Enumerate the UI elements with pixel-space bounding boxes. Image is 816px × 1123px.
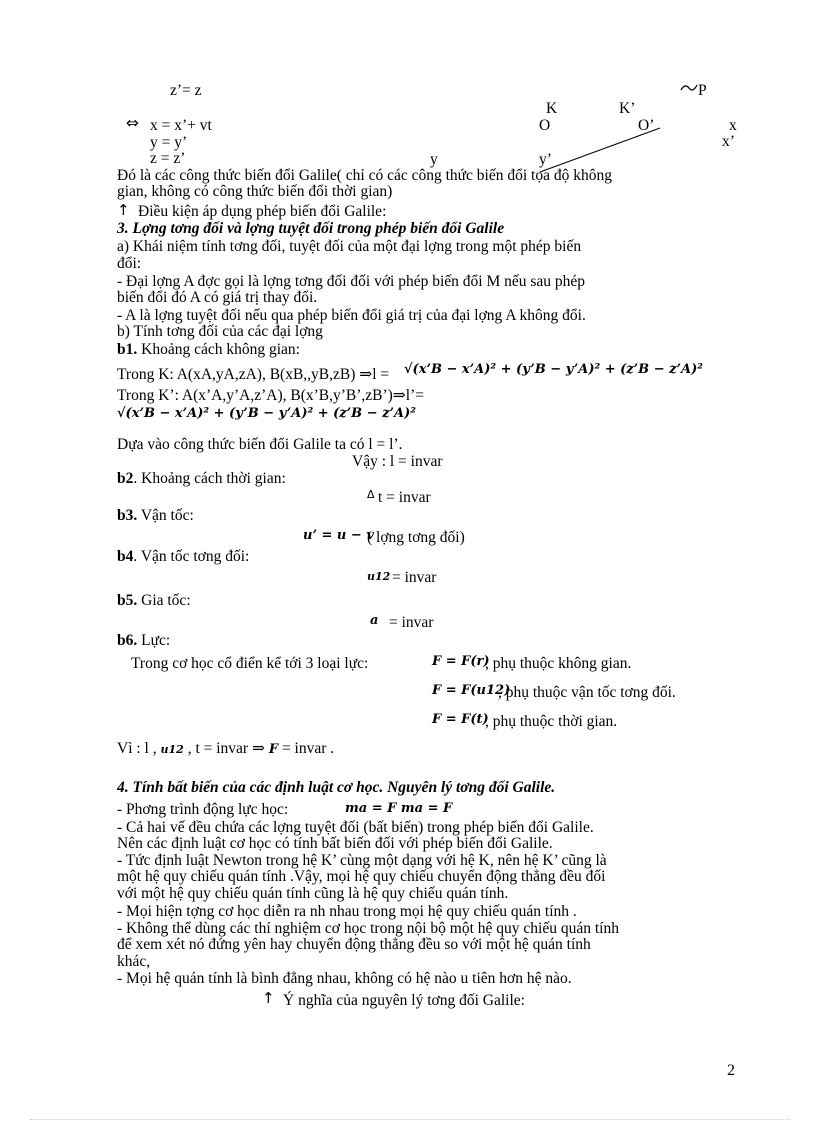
formula-accel: a (370, 613, 379, 628)
label-y-prime: y’ (539, 151, 552, 168)
sec4-line3: - Tức định luật Newton trong hệ K’ cùng một dạng với hệ K, nên hệ K’ cũng là (117, 852, 607, 869)
label-o-prime: O’ (638, 117, 655, 134)
b2-heading: b2. Khoảng cách thời gian: (117, 470, 286, 487)
formula-u12: u12 (367, 570, 391, 583)
sec3a-line6: b) Tính tơng đối của các đại lợng (117, 323, 323, 340)
eq-z-prime: z’= z (170, 82, 202, 99)
sec4-line7: - Không thể dùng các thí nghiệm cơ học trong nội bộ một hệ quy chiếu quán tính (117, 920, 619, 937)
label-k-prime: K’ (619, 100, 636, 117)
section3-title: 3. Lợng tơng đối và lợng tuyệt đối trong phép biến đổi Galile (117, 220, 505, 237)
sec3a-line1: a) Khái niệm tính tơng đối, tuyệt đối của một đại lợng trong một phép biến (117, 238, 582, 255)
sec4-line9: khác, (117, 953, 151, 970)
sec4-line1: - Cả hai vế đều chứa các lợng tuyệt đối (bất biến) trong phép biến đổi Galile. (117, 819, 594, 836)
trong-kprime-line: Trong K’: A(x’A,y’A,z’A), B(x’B,y’B’,zB’)⇒l’= (117, 387, 425, 404)
sec3a-line3: - Đại lợng A đợc gọi là lợng tơng đối đối với phép biến đổi M nếu sau phép (117, 273, 586, 290)
formula-force-u12: F = F(u12) (432, 683, 511, 698)
sec3a-line4: biến đổi đó A có giá trị thay đổi. (117, 289, 318, 306)
u12-invar: = invar (392, 569, 437, 586)
b1-heading: b1. Khoảng cách không gian: (117, 341, 300, 358)
delta-t-text: t = invar (378, 489, 431, 506)
equivalence-icon: ⇔ (126, 114, 139, 132)
formula-velocity: u’ = u − v (303, 528, 374, 543)
vay-text: Vậy : l = invar (352, 453, 443, 470)
sec3a-line2: đổi: (117, 255, 142, 272)
trong-k-line: Trong K: A(xA,yA,zA), B(xB,,yB,zB) ⇒l = (117, 366, 390, 383)
arrow-up-icon: ↑ (117, 201, 130, 219)
label-k: K (546, 100, 558, 117)
force-r-text: , phụ thuộc không gian. (485, 655, 632, 672)
page-bottom-divider (30, 1119, 790, 1120)
label-p: P (698, 82, 707, 99)
sec4-line8: để xem xét nó đứng yên hay chuyển động thẳng đều so với một hệ quán tính (117, 936, 591, 953)
sec4-line10: - Mọi hệ quán tính là bình đẳng nhau, không có hệ nào u tiên hơn hệ nào. (117, 970, 572, 987)
arrow-up-icon-2: ↑ (262, 989, 275, 1007)
velocity-note: ( lợng tơng đối) (367, 529, 465, 546)
accel-invar: = invar (389, 614, 434, 631)
sec4-line4: một hệ quy chiếu quán tính .Vậy, mọi hệ quy chiếu chuyển động thẳng đều đối (117, 868, 606, 885)
vi-line: Vì : l , u12 , t = invar ⇒ F = invar . (117, 740, 335, 757)
condition-text: Điều kiện áp dụng phép biến đổi Galile: (138, 203, 387, 220)
page-number: 2 (727, 1062, 735, 1079)
b5-heading: b5. Gia tốc: (117, 592, 191, 609)
label-o: O (539, 117, 551, 134)
section4-title: 4. Tính bất biến của các định luật cơ học. Nguyên lý tơng đối Galile. (117, 779, 556, 796)
label-x-prime: x’ (722, 133, 735, 150)
sec4-line6: - Mọi hiện tợng cơ học diễn ra nh nhau trong mọi hệ quy chiếu quán tính . (117, 903, 577, 920)
para1-line2: gian, không có công thức biến đổi thời gian) (117, 183, 393, 200)
formula-force-r: F = F(r) (432, 654, 490, 669)
pt-line: - Phơng trình động lực học: (117, 801, 289, 818)
formula-newton: ma = F ma = F (345, 801, 453, 816)
delta-icon: Δ (367, 488, 375, 501)
formula-force-t: F = F(t) (432, 712, 489, 727)
sec3a-line5: - A là lợng tuyệt đối nếu qua phép biến đổi giá trị của đại lợng A không đổi. (117, 307, 586, 324)
dua-vao-text: Dựa vào công thức biến đổi Galile ta có l = l’. (117, 436, 403, 453)
formula-l-k: √(x’B − x’A)² + (y’B − y’A)² + (z’B − z’A)² (404, 362, 703, 377)
para1-line1: Đó là các công thức biến đổi Galile( chỉ có các công thức biến đổi tọa độ không (117, 167, 612, 184)
formula-l-kprime: √(x’B − x’A)² + (y’B − y’A)² + (z’B − z’A)² (117, 406, 416, 421)
b6-heading: b6. Lực: (117, 632, 171, 649)
force-u12-text: , phụ thuộc vận tốc tơng đối. (498, 684, 676, 701)
sec4-line5: với một hệ quy chiếu quán tính cũng là hệ quy chiếu quán tính. (117, 885, 509, 902)
b4-heading: b4. Vận tốc tơng đối: (117, 548, 250, 565)
eq-x: x = x’+ vt (150, 117, 212, 134)
label-y: y (430, 151, 438, 168)
forces-intro: Trong cơ học cổ điển kể tới 3 loại lực: (131, 655, 369, 672)
meaning-text: Ý nghĩa của nguyên lý tơng đối Galile: (283, 992, 525, 1009)
force-t-text: , phụ thuộc thời gian. (485, 713, 618, 730)
sec4-line2: Nên các định luật cơ học có tính bất biến đối với phép biến đổi Galile. (117, 835, 553, 852)
eq-z: z = z’ (150, 150, 186, 167)
eq-y: y = y’ (150, 134, 188, 151)
b3-heading: b3. Vận tốc: (117, 507, 194, 524)
label-x: x (729, 117, 737, 134)
